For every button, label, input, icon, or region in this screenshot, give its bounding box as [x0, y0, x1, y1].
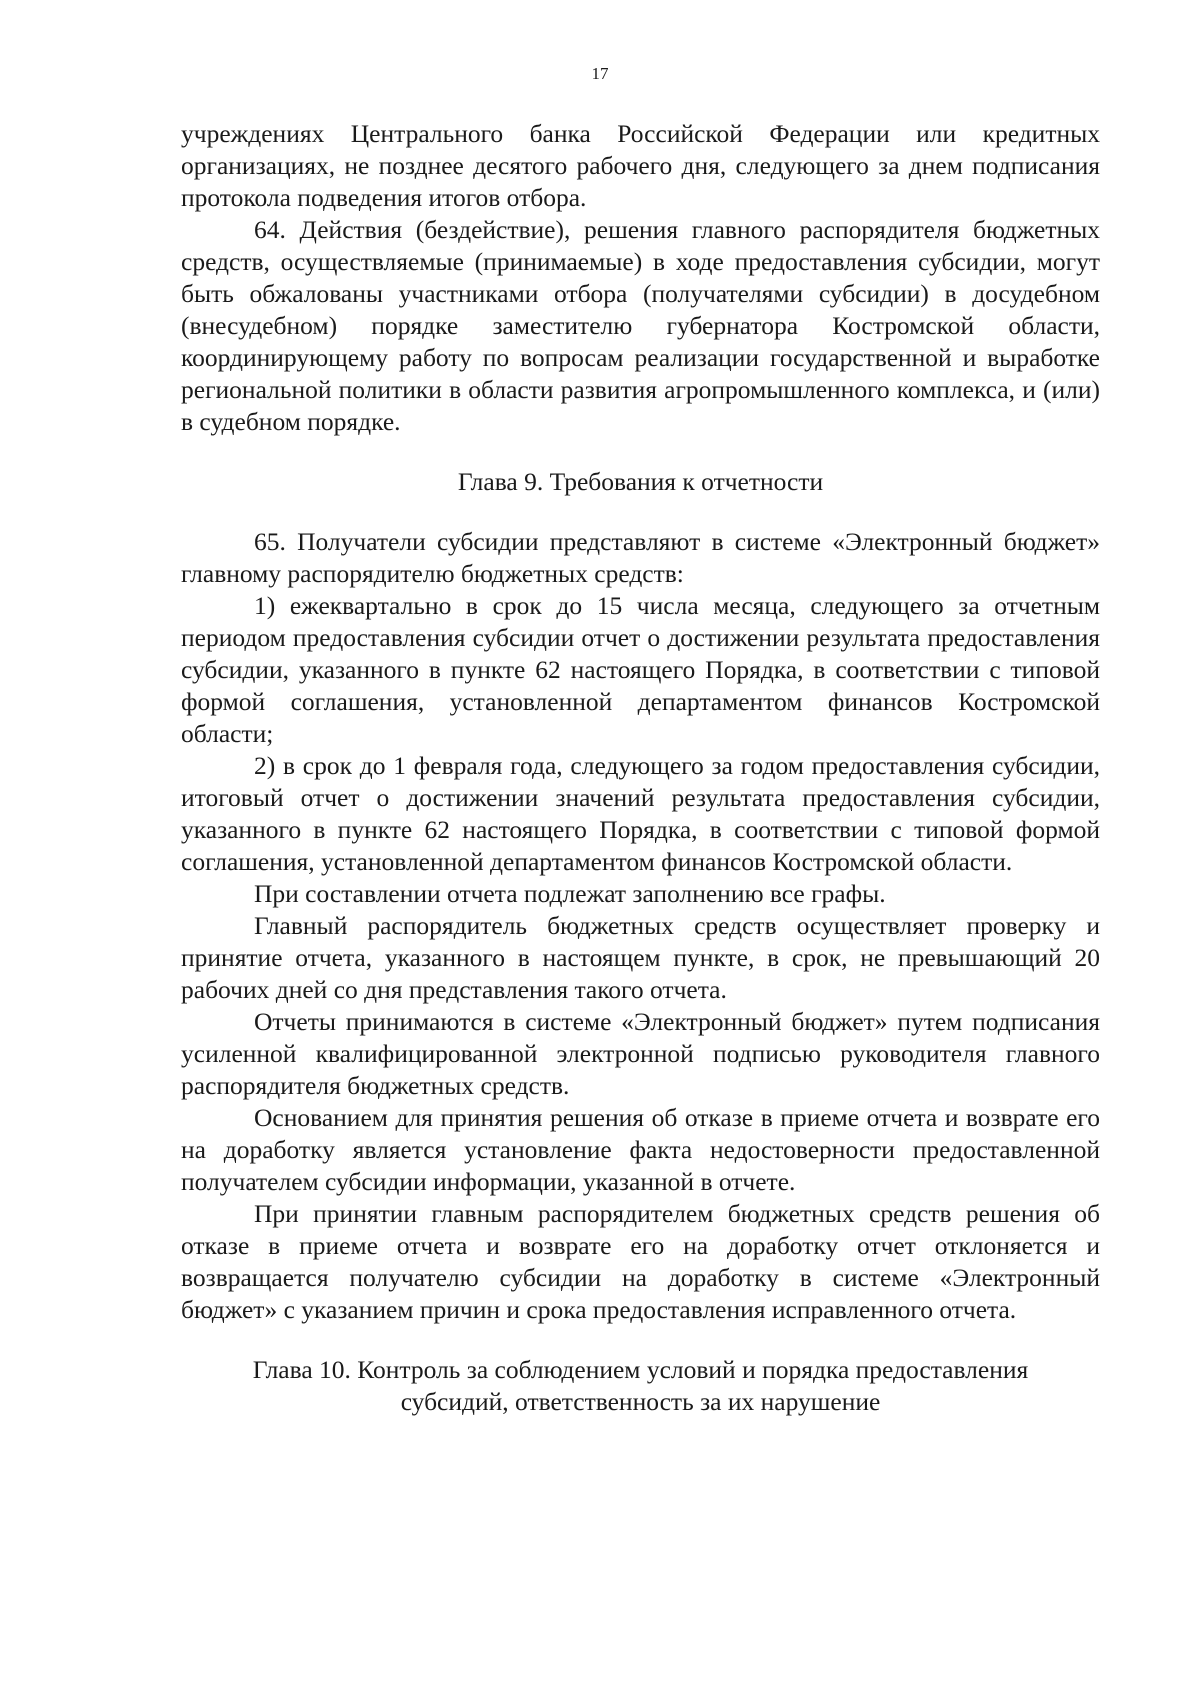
page-number: 17	[591, 64, 609, 83]
chapter-10-heading-line-2: субсидий, ответственность за их нарушение	[400, 1387, 881, 1416]
paragraph-continuation: учреждениях Центрального банка Российской Федерации или кредитных организациях, не позднее десятого рабочего дня, следующего за днем подписания протокола подведения итогов отбора.	[181, 119, 1100, 212]
paragraph-item-65: 65. Получатели субсидии представляют в системе «Электронный бюджет» главному распорядителю бюджетных средств:	[181, 527, 1100, 588]
paragraph-item-64: 64. Действия (бездействие), решения главного распорядителя бюджетных средств, осуществляемые (принимаемые) в ходе предоставления субсидии, могут быть обжалованы участниками отбора (получателями субсидии) в досудебном (внесудебном) порядке заместителю губернатора Костромской области, координирующему работу по вопросам реализации государственной и выработке региональной политики в области развития агропромышленного комплекса, и (или) в судебном порядке.	[181, 215, 1100, 436]
paragraph-refusal-procedure: При принятии главным распорядителем бюджетных средств решения об отказе в приеме отчета и возврате его на доработку отчет отклоняется и возвращается получателю субсидии на доработку в системе «Электронный бюджет» с указанием причин и срока предоставления исправленного отчета.	[181, 1199, 1100, 1324]
chapter-10-heading	[181, 1354, 1100, 1418]
paragraph-report-fields: При составлении отчета подлежат заполнению все графы.	[254, 879, 886, 908]
paragraph-report-check: Главный распорядитель бюджетных средств осуществляет проверку и принятие отчета, указанного в настоящем пункте, в срок, не превышающий 20 рабочих дней со дня представления такого отчета.	[181, 911, 1100, 1004]
chapter-9-heading: Глава 9. Требования к отчетности	[457, 467, 824, 496]
document-body	[181, 118, 1100, 1418]
paragraph-refusal-grounds: Основанием для принятия решения об отказе в приеме отчета и возврате его на доработку является установление факта недостоверности предоставленной получателем субсидии информации, указанной в отчете.	[181, 1103, 1100, 1196]
paragraph-subitem-2: 2) в срок до 1 февраля года, следующего за годом предоставления субсидии, итоговый отчет о достижении значений результата предоставления субсидии, указанного в пункте 62 настоящего Порядка, в соответствии с типовой формой соглашения, установленной департаментом финансов Костромской области.	[181, 751, 1100, 876]
chapter-10-heading-line-1: Глава 10. Контроль за соблюдением условий и порядка предоставления	[252, 1355, 1029, 1384]
paragraph-report-acceptance: Отчеты принимаются в системе «Электронный бюджет» путем подписания усиленной квалифицированной электронной подписью руководителя главного распорядителя бюджетных средств.	[181, 1007, 1100, 1100]
paragraph-subitem-1: 1) ежеквартально в срок до 15 числа месяца, следующего за отчетным периодом предоставления субсидии отчет о достижении результата предоставления субсидии, указанного в пункте 62 настоящего Порядка, в соответствии с типовой формой соглашения, установленной департаментом финансов Костромской области;	[181, 591, 1100, 748]
